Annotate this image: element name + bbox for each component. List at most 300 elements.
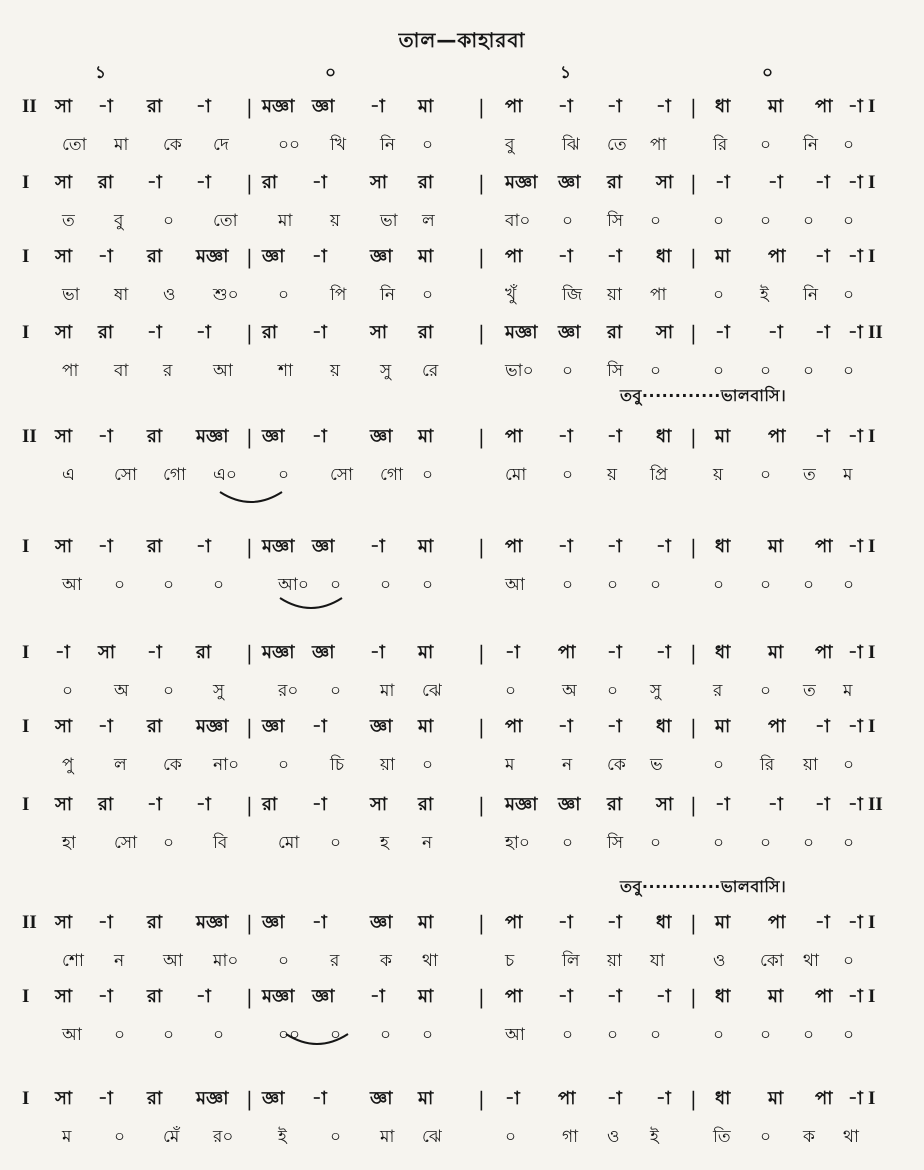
barline-open: I — [22, 246, 30, 267]
note: সা — [656, 172, 674, 193]
note: রা — [262, 322, 278, 343]
note: -া — [558, 246, 573, 267]
note: সা — [55, 96, 73, 117]
lyric-syllable: ০ — [422, 1025, 434, 1045]
note: -া — [715, 172, 730, 193]
lyric-syllable: কে — [163, 755, 182, 775]
lyric-syllable: ভা০ — [505, 361, 534, 381]
lyric-syllable: য়া — [380, 755, 395, 775]
lyric-syllable: ই — [650, 1127, 659, 1147]
notes-line — [0, 636, 924, 670]
lyric-syllable: ০০ — [278, 1025, 301, 1045]
lyric-syllable: ০ — [505, 1127, 517, 1147]
barline-open: II — [22, 426, 37, 447]
note: -া — [848, 322, 863, 343]
lyric-syllable: ০ — [760, 575, 772, 595]
note: জ্ঞা — [370, 716, 393, 737]
barline-close: I — [868, 642, 876, 663]
lyric-syllable: ঝে — [422, 681, 442, 701]
lyric-syllable: রি — [713, 135, 728, 155]
note: রা — [98, 172, 114, 193]
lyric-syllable: ম — [62, 1127, 72, 1147]
note: জ্ঞা — [558, 172, 581, 193]
lyric-syllable: মেঁ — [163, 1127, 180, 1147]
lyric-syllable: পি — [330, 285, 347, 305]
note: -া — [848, 642, 863, 663]
lyric-syllable: ০ — [803, 833, 815, 853]
barline: | — [690, 171, 697, 195]
lyric-syllable: ০ — [760, 465, 772, 485]
note: জ্ঞা — [262, 1088, 285, 1109]
beat-marker: ০ — [325, 63, 337, 83]
lyric-syllable: ০ — [114, 1127, 126, 1147]
lyric-syllable: খি — [330, 135, 347, 155]
lyric-syllable: ০ — [213, 575, 225, 595]
barline-open: I — [22, 322, 30, 343]
lyric-syllable: ০ — [114, 1025, 126, 1045]
lyric-syllable: বু — [114, 211, 124, 231]
lyric-syllable: ০ — [562, 211, 574, 231]
note: -া — [815, 912, 830, 933]
note: রা — [418, 322, 434, 343]
note: -া — [848, 426, 863, 447]
note: পা — [505, 912, 523, 933]
lyric-syllable: এ০ — [213, 465, 237, 485]
note: মা — [768, 96, 784, 117]
note: -া — [815, 246, 830, 267]
note: মজ্ঞা — [505, 322, 538, 343]
lyric-syllable: ০ — [422, 135, 434, 155]
lyric-syllable: ০ — [114, 575, 126, 595]
lyrics-line — [0, 204, 924, 238]
lyric-syllable: না০ — [213, 755, 240, 775]
beat-marker: ১ — [560, 63, 572, 83]
lyric-syllable: ও — [713, 951, 726, 971]
note: মা — [418, 986, 434, 1007]
lyric-syllable: গা — [562, 1127, 579, 1147]
lyric-syllable: কে — [163, 135, 182, 155]
lyric-syllable: গো — [163, 465, 186, 485]
note: মজ্ঞা — [262, 96, 295, 117]
note: -া — [98, 426, 113, 447]
note: জ্ঞা — [312, 96, 335, 117]
note: -া — [715, 794, 730, 815]
lyric-syllable: চ — [505, 951, 515, 971]
note: মজ্ঞা — [262, 642, 295, 663]
note: -া — [55, 642, 70, 663]
note: -া — [98, 986, 113, 1007]
note: মা — [715, 716, 731, 737]
lyric-syllable: সু — [213, 681, 225, 701]
lyrics-line — [0, 826, 924, 860]
note: -া — [656, 1088, 671, 1109]
lyric-syllable: ০ — [843, 135, 855, 155]
note: -া — [656, 536, 671, 557]
lyrics-line — [0, 1120, 924, 1154]
barline-close: I — [868, 912, 876, 933]
barline: | — [246, 95, 253, 119]
lyric-syllable: খুঁ — [505, 285, 517, 305]
note: পা — [815, 536, 833, 557]
barline-open: I — [22, 716, 30, 737]
note: -া — [196, 96, 211, 117]
note: সা — [55, 426, 73, 447]
note: -া — [656, 96, 671, 117]
note: পা — [558, 1088, 576, 1109]
lyric-syllable: নি — [803, 285, 819, 305]
note: পা — [815, 96, 833, 117]
lyric-syllable: য় — [713, 465, 724, 485]
lyrics-line — [0, 458, 924, 492]
lyric-syllable: সি — [607, 833, 624, 853]
lyric-syllable: সু — [380, 361, 392, 381]
lyric-syllable: মা — [278, 211, 293, 231]
lyric-syllable: ০ — [843, 755, 855, 775]
note: রা — [147, 246, 163, 267]
lyric-syllable: আ — [505, 1025, 525, 1045]
note: -া — [815, 794, 830, 815]
note: পা — [768, 912, 786, 933]
note: রা — [147, 96, 163, 117]
lyric-syllable: আ০ — [278, 575, 309, 595]
note: মা — [418, 716, 434, 737]
barline-close: II — [868, 322, 883, 343]
lyric-syllable: ০ — [422, 575, 434, 595]
lyric-syllable: ০ — [803, 575, 815, 595]
note: মা — [418, 1088, 434, 1109]
lyric-syllable: পা — [650, 135, 667, 155]
lyric-syllable: কে — [607, 755, 626, 775]
lyric-syllable: ত — [62, 211, 75, 231]
lyric-syllable: ই — [760, 285, 769, 305]
note: রা — [262, 172, 278, 193]
note: -া — [312, 172, 327, 193]
barline: | — [246, 425, 253, 449]
note: সা — [55, 536, 73, 557]
lyric-syllable: ০ — [607, 681, 619, 701]
lyric-syllable: ০ — [278, 285, 290, 305]
lyric-syllable: দে — [213, 135, 229, 155]
note: -া — [768, 322, 783, 343]
tala-title: তাল—কাহারবা — [398, 28, 526, 52]
note: -া — [147, 642, 162, 663]
lyric-syllable: সি — [607, 211, 624, 231]
note: -া — [815, 426, 830, 447]
note: -া — [196, 986, 211, 1007]
lyric-syllable: য়া — [607, 285, 622, 305]
lyric-syllable: আ — [163, 951, 183, 971]
note: পা — [505, 716, 523, 737]
lyric-syllable: ০ — [562, 1025, 574, 1045]
note: পা — [815, 986, 833, 1007]
note: -া — [558, 96, 573, 117]
lyric-syllable: ০ — [330, 681, 342, 701]
note: রা — [262, 794, 278, 815]
lyric-syllable: ০ — [607, 575, 619, 595]
note: মজ্ঞা — [505, 172, 538, 193]
lyric-syllable: ই — [278, 1127, 287, 1147]
note: -া — [848, 1088, 863, 1109]
lyric-syllable: ০ — [562, 575, 574, 595]
lyric-syllable: ০ — [562, 833, 574, 853]
lyric-syllable: ত — [803, 681, 816, 701]
lyric-syllable: ০ — [843, 833, 855, 853]
lyric-syllable: তো — [213, 211, 238, 231]
note: রা — [607, 172, 623, 193]
note: জ্ঞা — [312, 642, 335, 663]
notes-line — [0, 980, 924, 1014]
lyric-syllable: মো — [505, 465, 527, 485]
note: সা — [370, 172, 388, 193]
lyric-syllable: ম — [505, 755, 515, 775]
note: সা — [370, 322, 388, 343]
note: ধা — [656, 912, 672, 933]
lyric-syllable: সু — [650, 681, 662, 701]
lyric-syllable: ০ — [650, 833, 662, 853]
slur-mark — [216, 488, 286, 512]
barline-open: I — [22, 172, 30, 193]
barline: | — [246, 245, 253, 269]
note: -া — [607, 426, 622, 447]
barline-open: I — [22, 642, 30, 663]
note: পা — [815, 1088, 833, 1109]
lyric-syllable: ঝে — [422, 1127, 442, 1147]
note: -া — [98, 246, 113, 267]
lyric-syllable: ০ — [330, 1127, 342, 1147]
notes-line — [0, 710, 924, 744]
lyric-syllable: নি — [803, 135, 819, 155]
barline-close: I — [868, 986, 876, 1007]
barline: | — [690, 425, 697, 449]
barline: | — [478, 911, 485, 935]
lyric-syllable: ০ — [760, 1127, 772, 1147]
note: -া — [815, 172, 830, 193]
lyric-syllable: শো — [62, 951, 84, 971]
lyric-syllable: শু০ — [213, 285, 239, 305]
lyric-syllable: মা — [380, 681, 395, 701]
lyric-syllable: ০ — [650, 361, 662, 381]
note: -া — [312, 246, 327, 267]
barline: | — [478, 245, 485, 269]
lyric-syllable: মা — [114, 135, 129, 155]
note: -া — [312, 322, 327, 343]
note: মজ্ঞা — [196, 1088, 229, 1109]
lyric-syllable: বা — [114, 361, 129, 381]
note: পা — [768, 716, 786, 737]
note: -া — [370, 96, 385, 117]
note: মজ্ঞা — [262, 536, 295, 557]
lyric-syllable: ভ — [650, 755, 663, 775]
note: -া — [558, 716, 573, 737]
beat-marker: ১ — [95, 63, 107, 83]
lyric-syllable: ন — [114, 951, 125, 971]
note: -া — [848, 794, 863, 815]
lyric-syllable: ০ — [843, 361, 855, 381]
lyric-syllable: বু — [505, 135, 515, 155]
lyrics-line — [0, 748, 924, 782]
lyric-syllable: য় — [607, 465, 618, 485]
barline-open: I — [22, 986, 30, 1007]
lyric-syllable: মো — [278, 833, 300, 853]
lyric-syllable: আ — [62, 575, 82, 595]
note: পা — [505, 246, 523, 267]
lyric-syllable: ০ — [843, 1025, 855, 1045]
lyric-syllable: ০ — [380, 575, 392, 595]
barline: | — [246, 171, 253, 195]
lyric-syllable: ০ — [650, 211, 662, 231]
note: মা — [715, 426, 731, 447]
note: পা — [768, 246, 786, 267]
note: -া — [196, 322, 211, 343]
note: মা — [768, 536, 784, 557]
note: পা — [505, 986, 523, 1007]
lyric-syllable: ০ — [713, 361, 725, 381]
lyric-syllable: ক — [380, 951, 392, 971]
lyrics-line — [0, 568, 924, 602]
note: জ্ঞা — [262, 246, 285, 267]
lyric-syllable: ল — [422, 211, 435, 231]
lyric-syllable: ক — [803, 1127, 815, 1147]
lyric-syllable: র — [713, 681, 723, 701]
note: ধা — [715, 1088, 731, 1109]
lyric-syllable: ভা — [62, 285, 80, 305]
note: পা — [505, 96, 523, 117]
barline-open: I — [22, 536, 30, 557]
barline: | — [478, 1087, 485, 1111]
note: -া — [848, 912, 863, 933]
note: -া — [848, 716, 863, 737]
lyric-syllable: ০ — [213, 1025, 225, 1045]
lyric-syllable: এ — [62, 465, 75, 485]
lyric-syllable: হা — [62, 833, 76, 853]
note: -া — [558, 536, 573, 557]
lyric-syllable: সো — [114, 465, 138, 485]
lyric-syllable: থা — [803, 951, 819, 971]
lyric-syllable: র — [163, 361, 173, 381]
lyric-syllable: পা — [62, 361, 79, 381]
barline-close: I — [868, 96, 876, 117]
lyric-syllable: হা০ — [505, 833, 530, 853]
note: -া — [607, 246, 622, 267]
lyric-syllable: ও — [163, 285, 176, 305]
lyric-syllable: ০ — [163, 575, 175, 595]
note: -া — [98, 716, 113, 737]
lyric-syllable: ন — [562, 755, 573, 775]
note: সা — [55, 1088, 73, 1109]
barline: | — [690, 985, 697, 1009]
lyric-syllable: ০ — [505, 681, 517, 701]
lyric-syllable: ০ — [843, 575, 855, 595]
lyric-syllable: মা — [380, 1127, 395, 1147]
lyric-syllable: ০ — [422, 285, 434, 305]
barline: | — [478, 985, 485, 1009]
note: -া — [312, 426, 327, 447]
barline: | — [478, 535, 485, 559]
lyric-syllable: ০ — [163, 833, 175, 853]
barline: | — [690, 911, 697, 935]
lyrics-line — [0, 944, 924, 978]
barline: | — [478, 171, 485, 195]
lyric-syllable: ত — [803, 465, 816, 485]
lyric-syllable: ন — [422, 833, 433, 853]
barline: | — [246, 641, 253, 665]
lyric-syllable: রি — [760, 755, 775, 775]
note: -া — [848, 536, 863, 557]
lyric-syllable: রে — [422, 361, 439, 381]
lyric-syllable: চি — [330, 755, 345, 775]
lyric-syllable: মা০ — [213, 951, 239, 971]
barline: | — [478, 715, 485, 739]
lyric-syllable: অ — [114, 681, 129, 701]
lyric-syllable: ০ — [278, 755, 290, 775]
lyric-syllable: ০ — [760, 135, 772, 155]
lyric-syllable: আ — [62, 1025, 82, 1045]
note: মা — [768, 986, 784, 1007]
lyrics-line — [0, 278, 924, 312]
lyric-syllable: সো — [330, 465, 354, 485]
note: সা — [55, 716, 73, 737]
barline: | — [478, 95, 485, 119]
note: ধা — [656, 716, 672, 737]
lyric-syllable: ০ — [607, 1025, 619, 1045]
note: সা — [55, 246, 73, 267]
barline: | — [690, 95, 697, 119]
lyric-syllable: ম — [843, 465, 853, 485]
note: -া — [656, 642, 671, 663]
note: -া — [607, 1088, 622, 1109]
note: -া — [815, 322, 830, 343]
lyric-syllable: প্রি — [650, 465, 668, 485]
lyric-syllable: নি — [380, 285, 396, 305]
note: পা — [505, 426, 523, 447]
notes-line — [0, 240, 924, 274]
barline-open: I — [22, 794, 30, 815]
note: -া — [312, 1088, 327, 1109]
lyric-syllable: ০ — [803, 1025, 815, 1045]
lyric-syllable: বি — [213, 833, 228, 853]
note: জ্ঞা — [558, 794, 581, 815]
note: -া — [848, 96, 863, 117]
slur-mark — [276, 594, 346, 618]
note: সা — [55, 794, 73, 815]
notes-line — [0, 90, 924, 124]
lyric-syllable: জি — [562, 285, 583, 305]
note: ধা — [715, 536, 731, 557]
lyric-syllable: কো — [760, 951, 784, 971]
notes-line — [0, 906, 924, 940]
barline: | — [246, 985, 253, 1009]
lyric-syllable: ০ — [760, 1025, 772, 1045]
note: ধা — [656, 246, 672, 267]
lyric-syllable: ০ — [760, 681, 772, 701]
notes-line — [0, 788, 924, 822]
lyric-syllable: ০ — [380, 1025, 392, 1045]
note: রা — [418, 794, 434, 815]
lyric-syllable: শা — [278, 361, 293, 381]
note: -া — [715, 322, 730, 343]
note: মা — [418, 642, 434, 663]
note: পা — [505, 536, 523, 557]
lyric-syllable: তে — [607, 135, 627, 155]
barline-close: I — [868, 716, 876, 737]
note: মজ্ঞা — [196, 246, 229, 267]
note: ধা — [715, 986, 731, 1007]
lyric-syllable: ০ — [278, 951, 290, 971]
barline: | — [690, 245, 697, 269]
note: মা — [418, 536, 434, 557]
lyric-syllable: তি — [713, 1127, 731, 1147]
note: পা — [815, 642, 833, 663]
